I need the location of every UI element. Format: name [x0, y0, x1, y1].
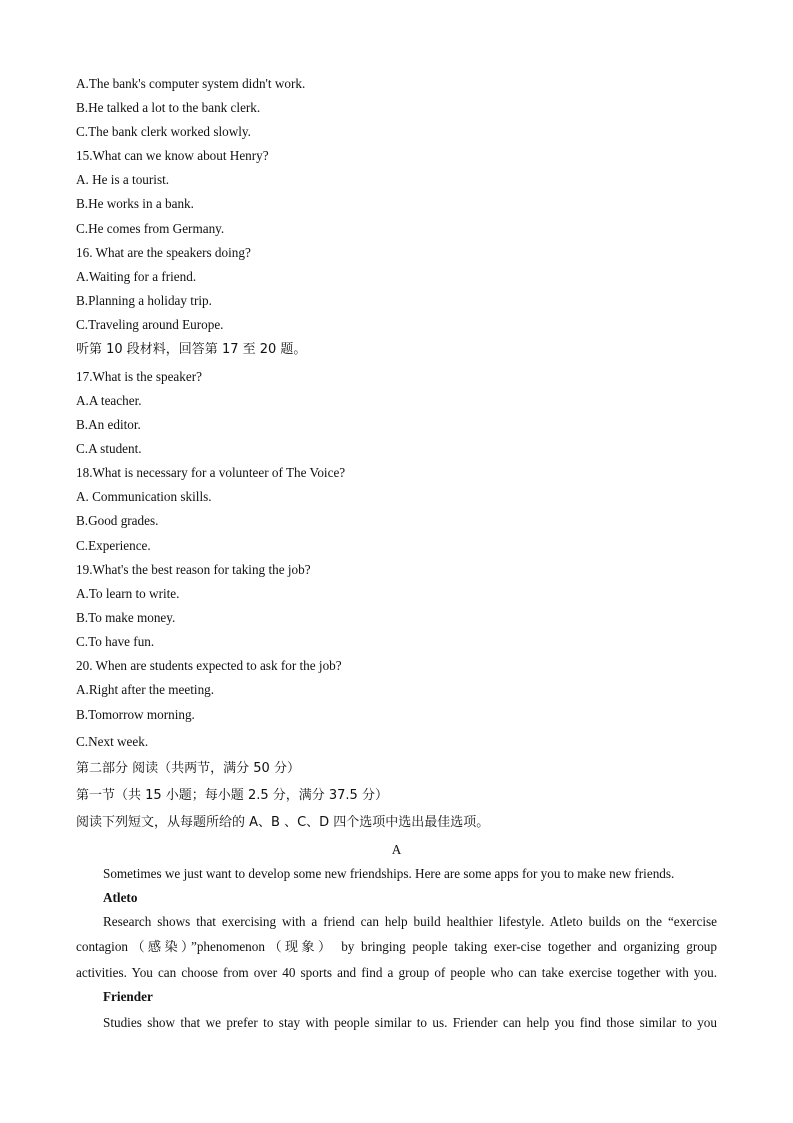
q18-option-a: A. Communication skills.: [76, 489, 212, 504]
part2-instruction: 阅读下列短文，从每题所给的 A、B 、C、D 四个选项中选出最佳选项。: [76, 815, 490, 830]
q16-option-a: A.Waiting for a friend.: [76, 269, 197, 284]
q20-question: 20. When are students expected to ask for the job?: [76, 658, 342, 673]
q15-question: 15.What can we know about Henry?: [76, 148, 269, 163]
q18-option-b: B.Good grades.: [76, 513, 159, 528]
part2-title: 第二部分 阅读（共两节，满分 50 分）: [76, 761, 300, 776]
q20-option-c: C.Next week.: [76, 734, 149, 749]
q17-option-b: B.An editor.: [76, 417, 141, 432]
q18-question: 18.What is necessary for a volunteer of The Voice?: [76, 465, 346, 480]
q16-option-b: B.Planning a holiday trip.: [76, 293, 212, 308]
passage-label: A: [391, 842, 402, 857]
q15-option-c: C.He comes from Germany.: [76, 221, 225, 236]
atleto-paragraph-line-1: Research shows that exercising with a friend can help build healthier lifestyle. Atleto builds on the “exercise: [103, 914, 717, 929]
q17-option-a: A.A teacher.: [76, 393, 142, 408]
app-heading-atleto: Atleto: [103, 890, 138, 905]
q20-option-b: B.Tomorrow morning.: [76, 707, 195, 722]
friender-paragraph-line-1: Studies show that we prefer to stay with people similar to us. Friender can help you find those similar to you: [103, 1015, 717, 1030]
q15-option-b: B.He works in a bank.: [76, 196, 194, 211]
q14-option-c: C.The bank clerk worked slowly.: [76, 124, 251, 139]
q19-question: 19.What's the best reason for taking the job?: [76, 562, 311, 577]
q17-question: 17.What is the speaker?: [76, 369, 202, 384]
app-heading-friender: Friender: [103, 989, 153, 1004]
section10-instruction: 听第 10 段材料，回答第 17 至 20 题。: [76, 342, 307, 357]
q14-option-a: A.The bank's computer system didn't work.: [76, 76, 306, 91]
q17-option-c: C.A student.: [76, 441, 142, 456]
q14-option-b: B.He talked a lot to the bank clerk.: [76, 100, 261, 115]
part2-section1: 第一节（共 15 小题；每小题 2.5 分，满分 37.5 分）: [76, 788, 388, 803]
atleto-paragraph-line-3: activities. You can choose from over 40 sports and find a group of people who can take exercise together with you.: [76, 965, 717, 980]
q18-option-c: C.Experience.: [76, 538, 151, 553]
q20-option-a: A.Right after the meeting.: [76, 682, 215, 697]
q19-option-a: A.To learn to write.: [76, 586, 180, 601]
q16-question: 16. What are the speakers doing?: [76, 245, 251, 260]
q19-option-b: B.To make money.: [76, 610, 176, 625]
q16-option-c: C.Traveling around Europe.: [76, 317, 224, 332]
q15-option-a: A. He is a tourist.: [76, 172, 170, 187]
passage-intro: Sometimes we just want to develop some new friendships. Here are some apps for you to make new friends.: [103, 866, 675, 881]
q19-option-c: C.To have fun.: [76, 634, 155, 649]
atleto-paragraph-line-2: contagion（感染）”phenomenon（现象） by bringing people taking exer-cise together and organizing group: [76, 939, 717, 954]
